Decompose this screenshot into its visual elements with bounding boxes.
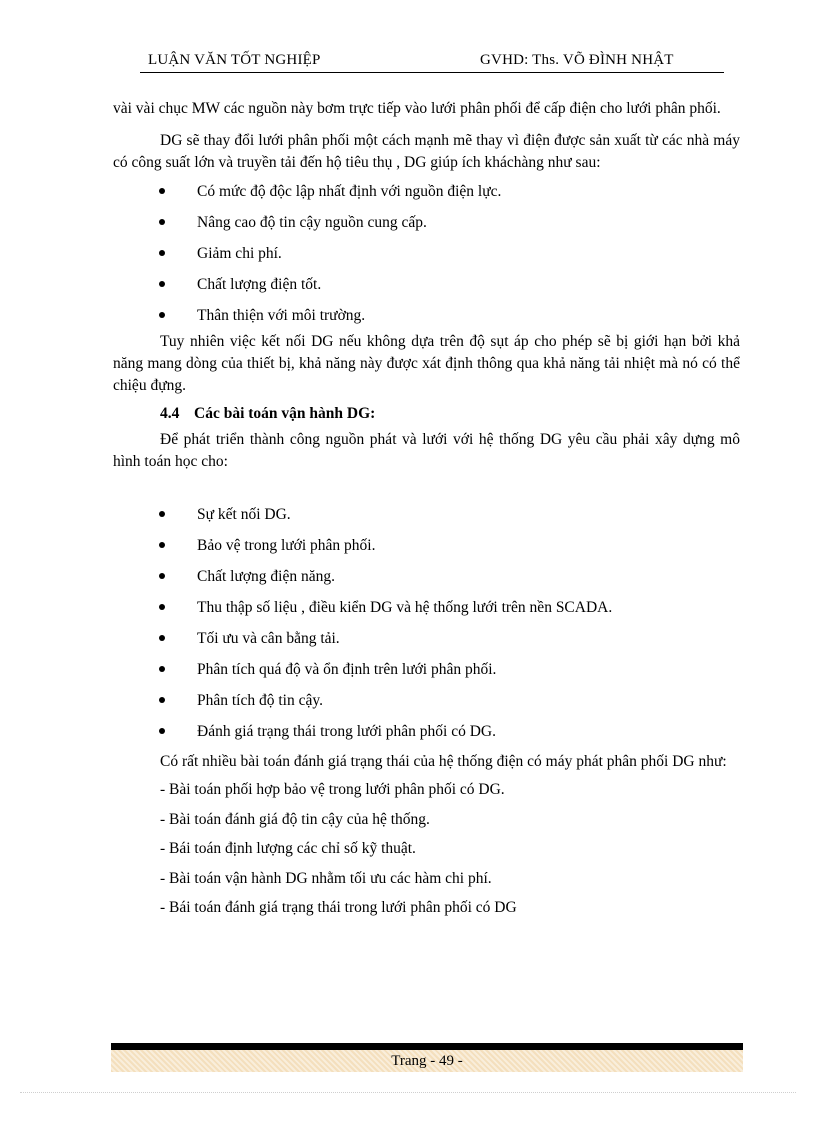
section-title: Các bài toán vận hành DG: <box>194 405 376 422</box>
list-item <box>113 530 740 561</box>
bullet-icon <box>159 511 165 517</box>
bullet-icon <box>159 666 165 672</box>
list-item <box>113 176 740 207</box>
bullet-icon <box>159 219 165 225</box>
bullet-icon <box>159 604 165 610</box>
spacer <box>113 473 740 499</box>
list-item-text: Đánh giá trạng thái trong lưới phân phối có DG. <box>197 723 496 740</box>
list-item-text: Chất lượng điện tốt. <box>197 276 322 293</box>
list-item-text: Phân tích quá độ và ổn định trên lưới phân phối. <box>197 661 497 678</box>
spacer <box>113 120 740 130</box>
header-rule <box>140 72 724 73</box>
paragraph-1: vài vài chục MW các nguồn này bơm trực tiếp vào lưới phân phối để cấp điện cho lưới phân phối. <box>113 100 721 117</box>
list-item: - Bái toán định lượng các chỉ số kỹ thuật. <box>160 840 416 857</box>
header-thesis-title: LUẬN VĂN TỐT NGHIỆP <box>148 52 321 68</box>
bullet-icon <box>159 188 165 194</box>
list-item <box>113 561 740 592</box>
bullet-icon <box>159 728 165 734</box>
list-item <box>113 654 740 685</box>
bullet-icon <box>159 542 165 548</box>
list-item-text: Giảm chi phí. <box>197 245 282 262</box>
list-item <box>113 716 740 747</box>
topic-list <box>113 499 740 747</box>
benefit-list <box>113 176 740 331</box>
list-item <box>113 499 740 530</box>
bullet-icon <box>159 250 165 256</box>
header-advisor: GVHD: Ths. VÕ ĐÌNH NHẬT <box>480 52 674 68</box>
section-number: 4.4 <box>160 405 180 422</box>
problem-list <box>113 775 740 923</box>
bullet-icon <box>159 697 165 703</box>
bullet-icon <box>159 573 165 579</box>
list-item <box>113 207 740 238</box>
list-item <box>113 269 740 300</box>
section-heading <box>160 403 740 425</box>
list-item-text: Sự kết nối DG. <box>197 506 291 523</box>
footer-rule <box>111 1043 743 1050</box>
list-item-text: Thu thập số liệu , điều kiển DG và hệ thống lưới trên nền SCADA. <box>197 599 613 616</box>
paragraph-3: Tuy nhiên việc kết nối DG nếu không dựa trên độ sụt áp cho phép sẽ bị giới hạn bởi khả năng mang dòng của thiết bị, khả năng này được xát định thông qua khả năng tải nhiệt mà nó có thể chiệu đựng. <box>113 333 740 394</box>
paragraph-2: DG sẽ thay đổi lưới phân phối một cách mạnh mẽ thay vì điện được sản xuất từ các nhà máy có công suất lớn và truyền tải đến hộ tiêu thụ , DG giúp ích kháchàng như sau: <box>113 132 740 171</box>
list-item <box>113 623 740 654</box>
list-item <box>113 300 740 331</box>
list-item: - Bài toán đánh giá độ tin cậy của hệ thống. <box>160 810 430 828</box>
list-item <box>113 238 740 269</box>
list-item-text: Chất lượng điện năng. <box>197 568 335 585</box>
list-item-text: Nâng cao độ tin cậy nguồn cung cấp. <box>197 214 427 231</box>
list-item: - Bài toán phối hợp bảo vệ trong lưới phân phối có DG. <box>160 781 505 798</box>
paragraph-4: Để phát triển thành công nguồn phát và lưới với hệ thống DG yêu cầu phải xây dựng mô hình toán học cho: <box>113 431 740 470</box>
list-item-text: Tối ưu và cân bằng tải. <box>197 630 340 647</box>
list-item <box>113 685 740 716</box>
paragraph-5: Có rất nhiều bài toán đánh giá trạng thái của hệ thống điện có máy phát phân phối DG như: <box>160 753 727 770</box>
list-item-text: Có mức độ độc lập nhất định với nguồn điện lực. <box>197 183 502 200</box>
list-item-text: Thân thiện với môi trường. <box>197 307 366 324</box>
list-item-text: Bảo vệ trong lưới phân phối. <box>197 537 376 554</box>
page-edge-divider <box>20 1092 796 1093</box>
list-item <box>113 592 740 623</box>
bullet-icon <box>159 312 165 318</box>
page-number: Trang - 49 - <box>391 1053 463 1069</box>
bullet-icon <box>159 635 165 641</box>
page-header <box>140 52 724 72</box>
list-item: - Bài toán vận hành DG nhằm tối ưu các hàm chi phí. <box>160 869 492 887</box>
list-item: - Bái toán đánh giá trạng thái trong lưới phân phối có DG <box>160 899 517 916</box>
bullet-icon <box>159 281 165 287</box>
list-item-text: Phân tích độ tin cậy. <box>197 692 323 709</box>
page-body <box>113 98 740 923</box>
